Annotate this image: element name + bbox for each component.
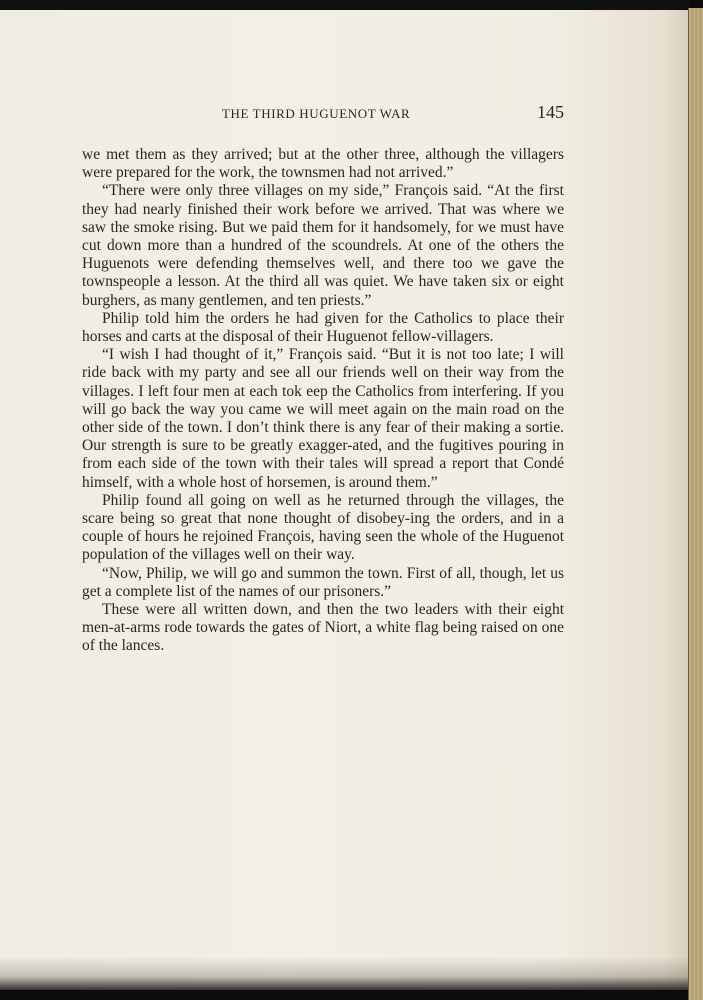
paragraph: “Now, Philip, we will go and summon the town. First of all, though, let us get a complete list of the names of our prisoners.” — [82, 564, 564, 600]
paragraph: “I wish I had thought of it,” François said. “But it is not too late; I will ride back with my party and see all our friends well on their way from the villages. I left four men at each tok eep the Catholics from interfering. If you will go back the way you came we will meet again on the main road on the other side of the town. I don’t think there is any fear of their making a sortie. Our strength is sure to be greatly exagger-ated, and the fugitives pouring in from each side of the town with their tales will spread a report that Condé himself, with a whole host of horsemen, is around them.” — [82, 346, 564, 491]
paragraph: Philip told him the orders he had given for the Catholics to place their horses and carts at the disposal of their Huguenot fellow-villagers. — [82, 309, 564, 346]
paragraph: “There were only three villages on my side,” François said. “At the first they had nearly finished their work before we arrived. That was where we saw the smoke rising. But we paid them for it handsomely, for we must have cut down more than a hundred of the scoundrels. At one of the others the Huguenots were defending themselves well, and there too we gave the townspeople a lesson. At the third all was quiet. We have taken six or eight burghers, as many gentlemen, and ten priests.” — [82, 182, 564, 309]
paragraph: Philip found all going on well as he returned through the villages, the scare being so great that none thought of disobey-ing the orders, and in a couple of hours he rejoined François, having seen the whole of the Huguenot population of the villages well on their way. — [82, 491, 564, 564]
paragraph: we met them as they arrived; but at the other three, although the villagers were prepared for the work, the townsmen had not arrived.” — [82, 146, 564, 182]
page-number: 145 — [537, 102, 564, 122]
page-bottom-shadow — [0, 956, 690, 990]
running-head: THE THIRD HUGUENOT WAR — [222, 106, 411, 121]
body-text — [82, 146, 564, 656]
book-fore-edge — [688, 8, 703, 1000]
paragraph: These were all written down, and then the two leaders with their eight men-at-arms rode towards the gates of Niort, a white flag being raised on one of the lances. — [82, 601, 564, 655]
page-header — [82, 102, 564, 126]
